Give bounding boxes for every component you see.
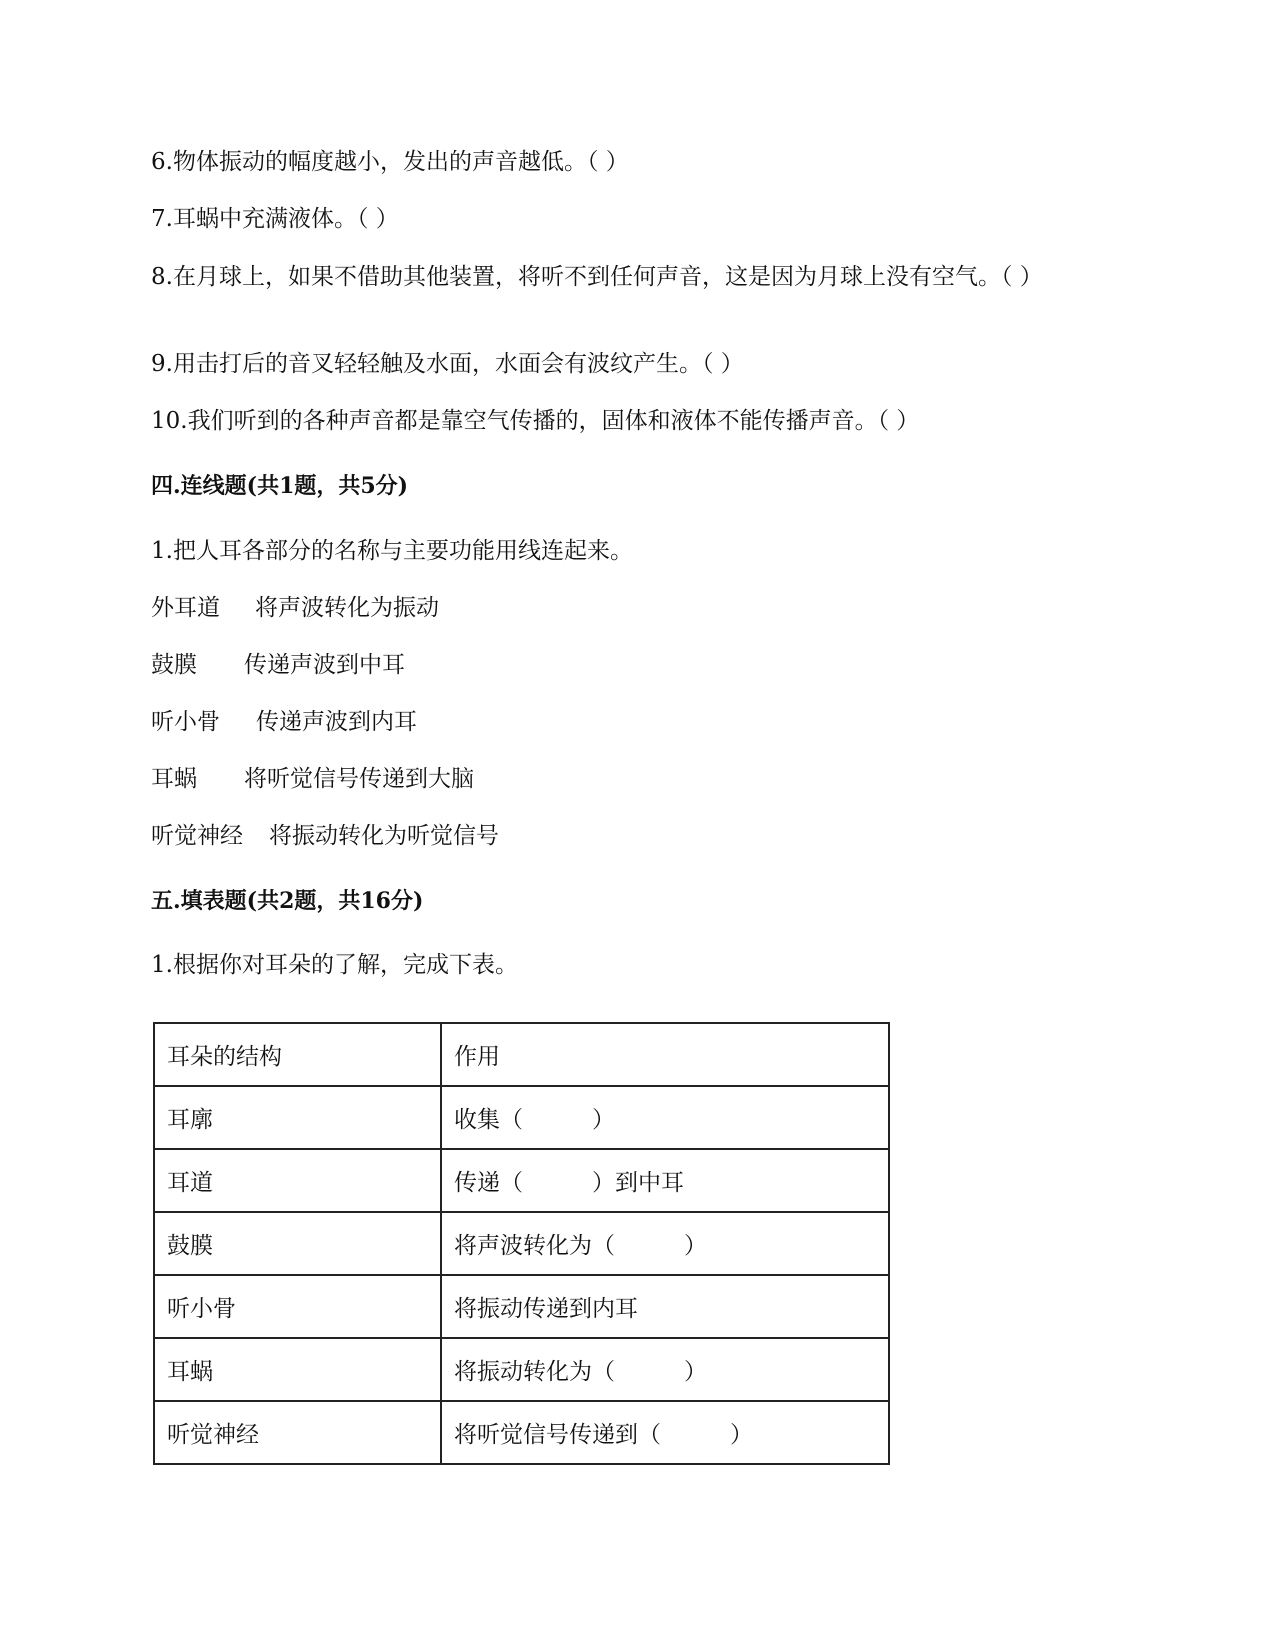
- table-cell-structure: 耳廓: [154, 1086, 441, 1149]
- table-header-row: [154, 1023, 889, 1086]
- table-cell-structure: 耳蜗: [154, 1338, 441, 1401]
- table-question: 1.根据你对耳朵的了解，完成下表。: [151, 952, 518, 978]
- table-header-structure: 耳朵的结构: [154, 1023, 441, 1086]
- table-cell-function: 将振动转化为（ ）: [441, 1338, 889, 1401]
- table-cell-structure: 耳道: [154, 1149, 441, 1212]
- table-row: [154, 1401, 889, 1464]
- table-cell-function: 将振动传递到内耳: [441, 1275, 889, 1338]
- matching-function: 传递声波到内耳: [256, 709, 417, 735]
- section-heading-matching: 四.连线题(共1题，共5分): [151, 473, 409, 499]
- table-header-function: 作用: [441, 1023, 889, 1086]
- judgment-item-6: 6.物体振动的幅度越小，发出的声音越低。（ ）: [151, 149, 629, 175]
- matching-pair: [151, 593, 439, 623]
- matching-term: 鼓膜: [151, 652, 197, 678]
- judgment-item-9: 9.用击打后的音叉轻轻触及水面，水面会有波纹产生。（ ）: [151, 351, 744, 377]
- table-cell-structure: 鼓膜: [154, 1212, 441, 1275]
- judgment-item-10: 10.我们听到的各种声音都是靠空气传播的，固体和液体不能传播声音。（ ）: [151, 408, 920, 434]
- matching-function: 将声波转化为振动: [255, 595, 439, 621]
- matching-term: 外耳道: [151, 595, 220, 621]
- section-heading-table: 五.填表题(共2题，共16分): [151, 888, 424, 914]
- table-row: [154, 1275, 889, 1338]
- matching-question: 1.把人耳各部分的名称与主要功能用线连起来。: [151, 538, 633, 564]
- matching-function: 将振动转化为听觉信号: [269, 823, 499, 849]
- matching-term: 听小骨: [151, 709, 220, 735]
- matching-pair: [151, 650, 405, 680]
- table-row: [154, 1149, 889, 1212]
- matching-function: 传递声波到中耳: [244, 652, 405, 678]
- table-cell-function: 收集（ ）: [441, 1086, 889, 1149]
- table-row: [154, 1212, 889, 1275]
- table-row: [154, 1086, 889, 1149]
- matching-pair: [151, 764, 474, 794]
- table-cell-function: 将声波转化为（ ）: [441, 1212, 889, 1275]
- judgment-item-8: 8.在月球上，如果不借助其他装置，将听不到任何声音，这是因为月球上没有空气。（ ）: [151, 264, 1043, 290]
- judgment-item-7: 7.耳蜗中充满液体。（ ）: [151, 206, 399, 232]
- table-cell-structure: 听觉神经: [154, 1401, 441, 1464]
- matching-term: 听觉神经: [151, 823, 243, 849]
- matching-pair: [151, 707, 417, 737]
- table-cell-structure: 听小骨: [154, 1275, 441, 1338]
- matching-function: 将听觉信号传递到大脑: [244, 766, 474, 792]
- table-row: [154, 1338, 889, 1401]
- ear-structure-table: [153, 1022, 890, 1465]
- matching-pair: [151, 821, 499, 851]
- table-cell-function: 传递（ ）到中耳: [441, 1149, 889, 1212]
- matching-term: 耳蜗: [151, 766, 197, 792]
- table-cell-function: 将听觉信号传递到（ ）: [441, 1401, 889, 1464]
